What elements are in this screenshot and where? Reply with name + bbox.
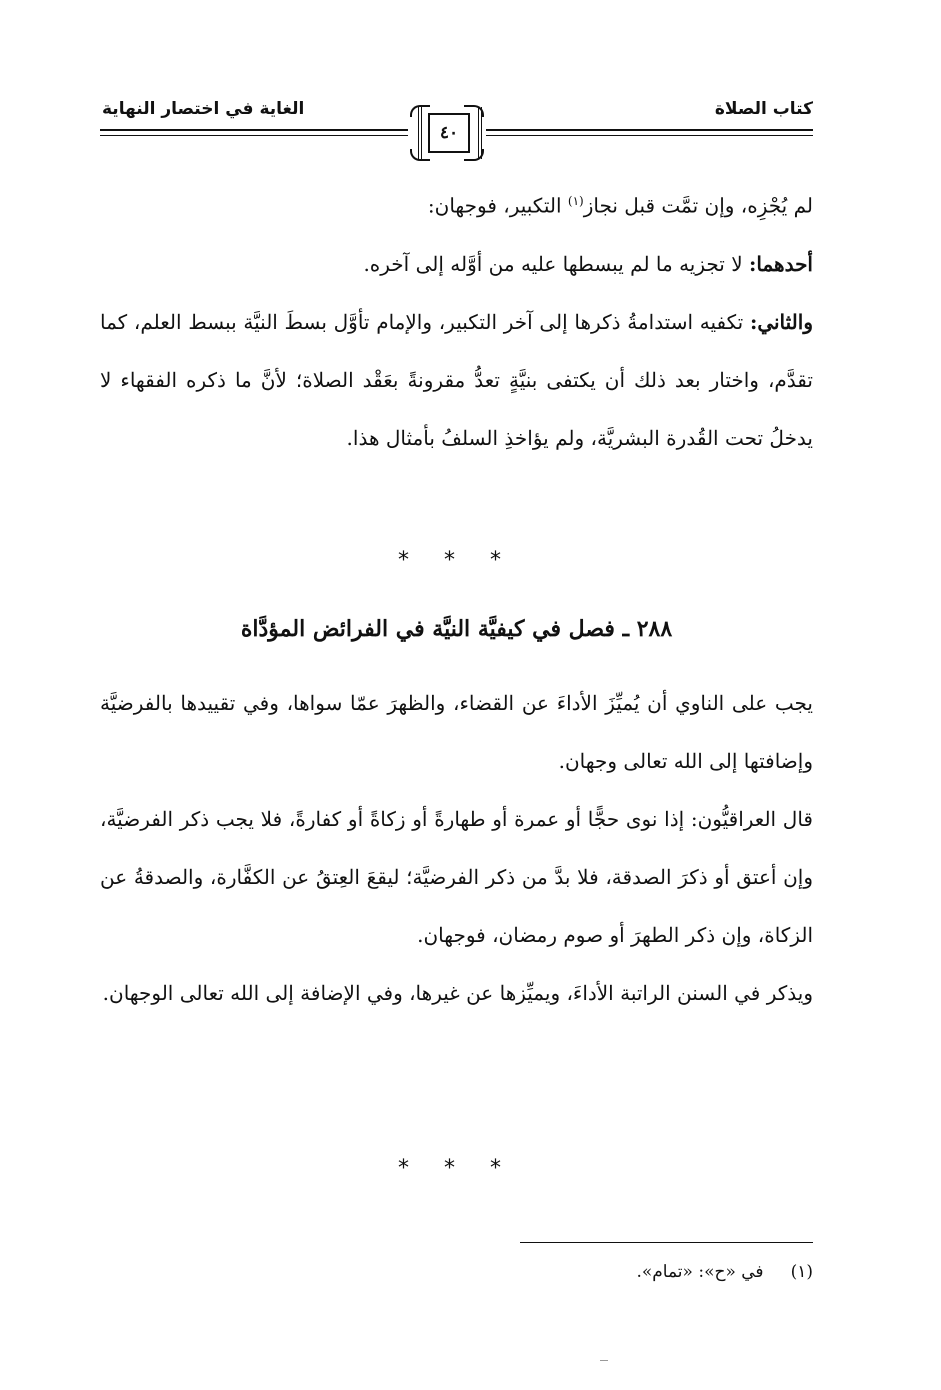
paragraph-1: يجب على الناوي أن يُميِّزَ الأداءَ عن القضاء، والظهرَ عمّا سواها، وفي تقييدها بالفرضيَّة وإضافتها إلى الله تعالى وجهان. — [100, 691, 813, 773]
paragraph-continuation: لم يُجْزِه، وإن تمَّت قبل نجاز$^{(١)}$ التكبير، فوجهان: — [427, 193, 813, 218]
footnote-reference: (١) — [567, 194, 584, 208]
text-block-1 — [100, 172, 813, 467]
section-separator-end: * * * — [398, 1156, 515, 1181]
paragraph-second-view: والثاني: تكفيه استدامةُ ذكرها إلى آخر التكبير، والإمام تأوَّل بسطَ النيَّة ببسط العلم، كما تقدَّم، واختار بعد ذلك أن يكتفى بنيَّةٍ تعدُّ مقرونةً بعَقْد الصلاة؛ لأنَّ ما ذكره الفقهاء لا يدخلُ تحت القُدرة البشريَّة، ولم يؤاخذِ السلفُ بأمثال هذا. — [100, 309, 813, 450]
paragraph-first-view: أحدهما: لا تجزيه ما لم يبسطها عليه من أوَّله إلى آخره. — [363, 251, 813, 276]
chapter-title: كتاب الصلاة — [714, 99, 813, 119]
book-title: الغاية في اختصار النهاية — [102, 99, 305, 119]
paragraph-3: ويذكر في السنن الراتبة الأداءَ، ويميِّزها عن غيرها، وفي الإضافة إلى الله تعالى الوجهان. — [102, 981, 813, 1005]
text-block-2 — [100, 674, 813, 1022]
second-view-label: والثاني: — [749, 309, 813, 334]
scan-speck — [600, 1360, 608, 1361]
section-separator: * * * — [398, 548, 515, 573]
footnote-number: (١) — [790, 1262, 813, 1282]
page-number-frame — [408, 103, 486, 161]
section-heading: ٢٨٨ ـ فصل في كيفيَّة النيَّة في الفرائض المؤدَّاة — [240, 616, 673, 642]
page-header — [100, 95, 813, 170]
page-number: ٤٠ — [428, 113, 470, 153]
footnote-rule — [520, 1242, 813, 1243]
footnote-text: في «ح»: «تمام». — [636, 1262, 764, 1282]
paragraph-2: قال العراقيُّون: إذا نوى حجًّا أو عمرة أو طهارةً أو زكاةً أو كفارةً، فلا يجب ذكر الفرضيَّة، وإن أعتق أو ذكرَ الصدقة، فلا بدَّ من ذكر الفرضيَّة؛ ليقعَ العِتقُ عن الكفَّارة، والصدقةُ عن الزكاة، وإن ذكر الطهرَ أو صوم رمضان، فوجهان. — [100, 807, 813, 947]
footnote — [636, 1262, 813, 1282]
first-view-label: أحدهما: — [748, 251, 813, 276]
